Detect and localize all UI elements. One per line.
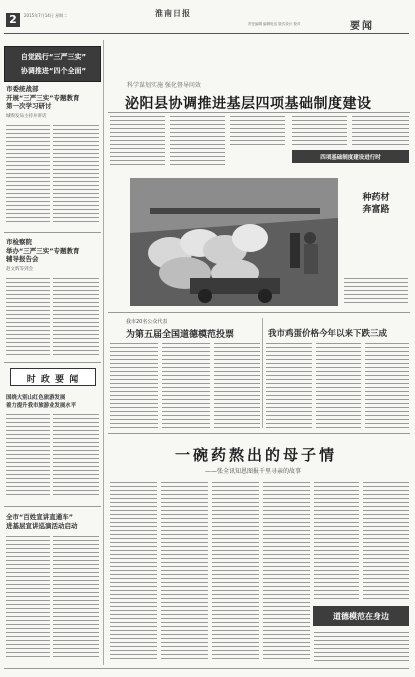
mid-right-headline: 我市鸡蛋价格今年以来下跌三成 <box>268 329 388 339</box>
page-header <box>0 0 415 40</box>
column-divider <box>262 318 263 428</box>
article-body-text <box>53 278 99 356</box>
bottom-left-headline <box>6 513 103 531</box>
feature-body-text <box>363 482 409 600</box>
left-column-divider <box>103 40 104 665</box>
article-body-text <box>6 536 50 660</box>
article-body-text <box>110 343 158 429</box>
footer-rule <box>4 668 409 669</box>
left-banner <box>4 46 101 82</box>
article-title-line: 市委统战部 <box>6 85 39 93</box>
article-body-text <box>162 343 210 429</box>
photo-vertical-title <box>343 192 409 216</box>
article-body-text <box>365 343 409 429</box>
lead-kicker: 科学谋划实施 强化督导问效 <box>127 82 201 89</box>
lead-body-text <box>170 116 225 168</box>
article-body-text <box>266 343 312 429</box>
news-photo <box>130 178 338 306</box>
article-title-line: 举办“三严三实”专题教育 <box>6 246 80 255</box>
feature-body-text <box>110 482 157 662</box>
box-label-text: 四项基础制度建设进行时 <box>320 155 381 161</box>
divider <box>108 312 410 313</box>
divider <box>108 112 410 113</box>
article-body-text <box>316 343 361 429</box>
news-headline-line: 国绕大别山红色旅游发展 <box>6 395 66 401</box>
article-title-line: 第一次学习研讨 <box>6 102 52 110</box>
article-title-line: 市检察院 <box>6 238 32 246</box>
lead-body-text <box>110 116 165 168</box>
lead-box-label <box>292 150 409 163</box>
article-title-line: 辅导报告会 <box>6 255 39 263</box>
news-box <box>10 368 96 386</box>
lead-body-text <box>352 116 409 146</box>
feature-body-text <box>314 482 359 600</box>
article-body-text <box>53 125 99 225</box>
section-name: 要闻 <box>350 21 374 32</box>
divider <box>4 362 101 363</box>
divider <box>4 506 101 507</box>
article-body-text <box>214 343 260 429</box>
feature-body-text <box>314 632 409 662</box>
photo-illustration <box>130 178 338 306</box>
news-headline-line: 着力提升我市旅游业发展水平 <box>6 403 77 409</box>
page-number: 2 <box>6 13 20 27</box>
left-article-1 <box>6 85 101 119</box>
feature-body-text <box>212 482 259 662</box>
lead-body-text <box>292 116 347 146</box>
feature-column-label <box>313 606 409 626</box>
lead-headline: 泌阳县协调推进基层四项基础制度建设 <box>125 96 372 112</box>
news-box-label: 时 政 要 闻 <box>26 375 80 385</box>
column-label-text: 道德模范在身边 <box>333 612 389 621</box>
divider <box>108 433 410 434</box>
feature-body-text <box>161 482 208 662</box>
article-title-line: 开展“三严三实”专题教育 <box>6 93 80 102</box>
feature-headline: 一碗药熬出的母子情 <box>175 446 338 464</box>
lead-body-text <box>230 116 285 146</box>
left-article-2 <box>6 238 101 272</box>
article-subtitle: 赵文辉等到会 <box>6 266 33 272</box>
photo-title-line: 种药材 <box>362 193 390 203</box>
article-body-text <box>6 125 50 225</box>
mid-left-headline: 为第五届全国道德模范投票 <box>126 330 235 340</box>
headline-line: 全市“百姓宣讲直通车” <box>6 513 74 521</box>
masthead: 淮南日报 <box>155 8 191 18</box>
article-body-text <box>53 536 99 660</box>
article-subtitle: 城购发局主持并讲话 <box>6 113 47 119</box>
article-body-text <box>53 414 99 498</box>
photo-title-line: 奔富路 <box>362 205 390 215</box>
photo-caption <box>344 278 408 306</box>
banner-line-1: 自觉践行“三严三实” <box>20 53 87 61</box>
article-body-text <box>6 414 50 498</box>
article-body-text <box>6 278 50 356</box>
feature-subline: ——张全讯知恩图报千里寻亲的故事 <box>205 468 302 475</box>
banner-line-2: 协调推进“四个全面” <box>20 67 87 75</box>
header-rule <box>4 33 409 34</box>
divider <box>4 232 101 233</box>
mid-left-kicker: 我市20名公众代表 <box>126 319 168 325</box>
date-line: 2015年7月14日 星期二 <box>24 13 68 18</box>
meta-line: 责任编辑 编辑电话 版式设计 校对 <box>248 22 301 26</box>
feature-body-text <box>263 482 310 662</box>
headline-line: 进基层宣讲巡演活动启动 <box>6 522 78 530</box>
news-headline <box>6 394 101 410</box>
